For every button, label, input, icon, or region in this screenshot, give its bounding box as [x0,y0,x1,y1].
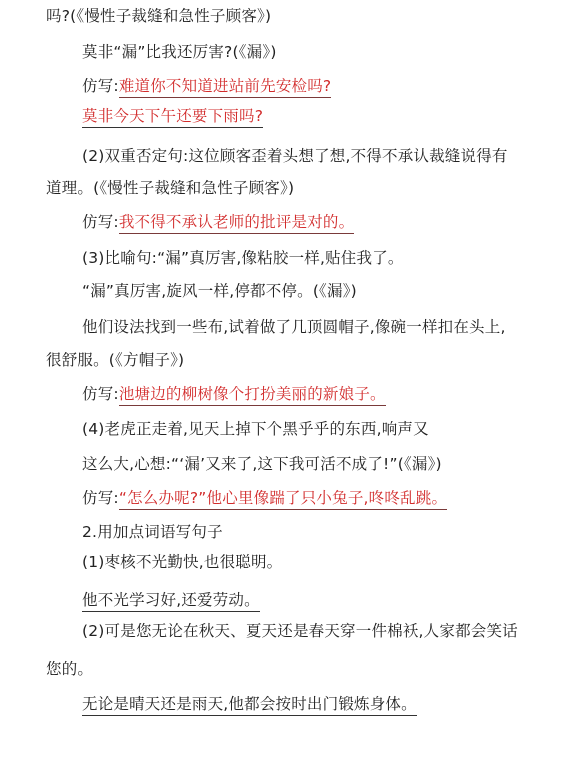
text-line-7 [82,212,354,234]
answer-text: “怎么办呢?”他心里像踹了只小兔子,咚咚乱跳。 [119,488,447,510]
text-line-6: 道理。(《慢性子裁缝和急性子顾客》) [46,179,295,197]
answer-line [82,106,263,128]
text-line-3 [82,76,331,98]
text-line-20: 您的。 [46,660,94,678]
text-line-11: 很舒服。(《方帽子》) [46,351,185,369]
text-line-18 [82,590,260,612]
section-heading: 2.用加点词语写句子 [82,523,223,541]
answer-text: 莫非今天下午还要下雨吗? [82,106,263,128]
text-line-17: (1)枣核不光勤快,也很聪明。 [82,553,283,571]
text-line-19: (2)可是您无论在秋天、夏天还是春天穿一件棉袄,人家都会笑话 [82,622,518,640]
text-line-21 [82,694,417,716]
imitation-label: 仿写: [82,489,119,507]
answer-text: 池塘边的柳树像个打扮美丽的新娘子。 [119,384,386,406]
answer-text: 他不光学习好,还爱劳动。 [82,590,260,612]
text-line-12 [82,384,386,406]
text-line-1: 吗?(《慢性子裁缝和急性子顾客》) [46,7,272,25]
imitation-label: 仿写: [82,77,119,95]
answer-text: 我不得不承认老师的批评是对的。 [119,212,355,234]
text-line-2: 莫非“漏”比我还厉害?(《漏》) [82,43,277,61]
text-line-15 [82,488,447,510]
text-line-9: “漏”真厉害,旋风一样,停都不停。(《漏》) [82,282,357,300]
text-line-8: (3)比喻句:“漏”真厉害,像粘胶一样,贴住我了。 [82,249,404,267]
text-line-13: (4)老虎正走着,见天上掉下个黑乎乎的东西,响声又 [82,420,429,438]
text-line-14: 这么大,心想:“‘漏’又来了,这下我可活不成了!”(《漏》) [82,455,442,473]
text-line-5: (2)双重否定句:这位顾客歪着头想了想,不得不承认裁缝说得有 [82,147,508,165]
answer-text: 无论是晴天还是雨天,他都会按时出门锻炼身体。 [82,694,417,716]
text-line-10: 他们设法找到一些布,试着做了几顶圆帽子,像碗一样扣在头上, [82,318,506,336]
answer-text: 难道你不知道进站前先安检吗? [119,76,332,98]
imitation-label: 仿写: [82,385,119,403]
imitation-label: 仿写: [82,213,119,231]
